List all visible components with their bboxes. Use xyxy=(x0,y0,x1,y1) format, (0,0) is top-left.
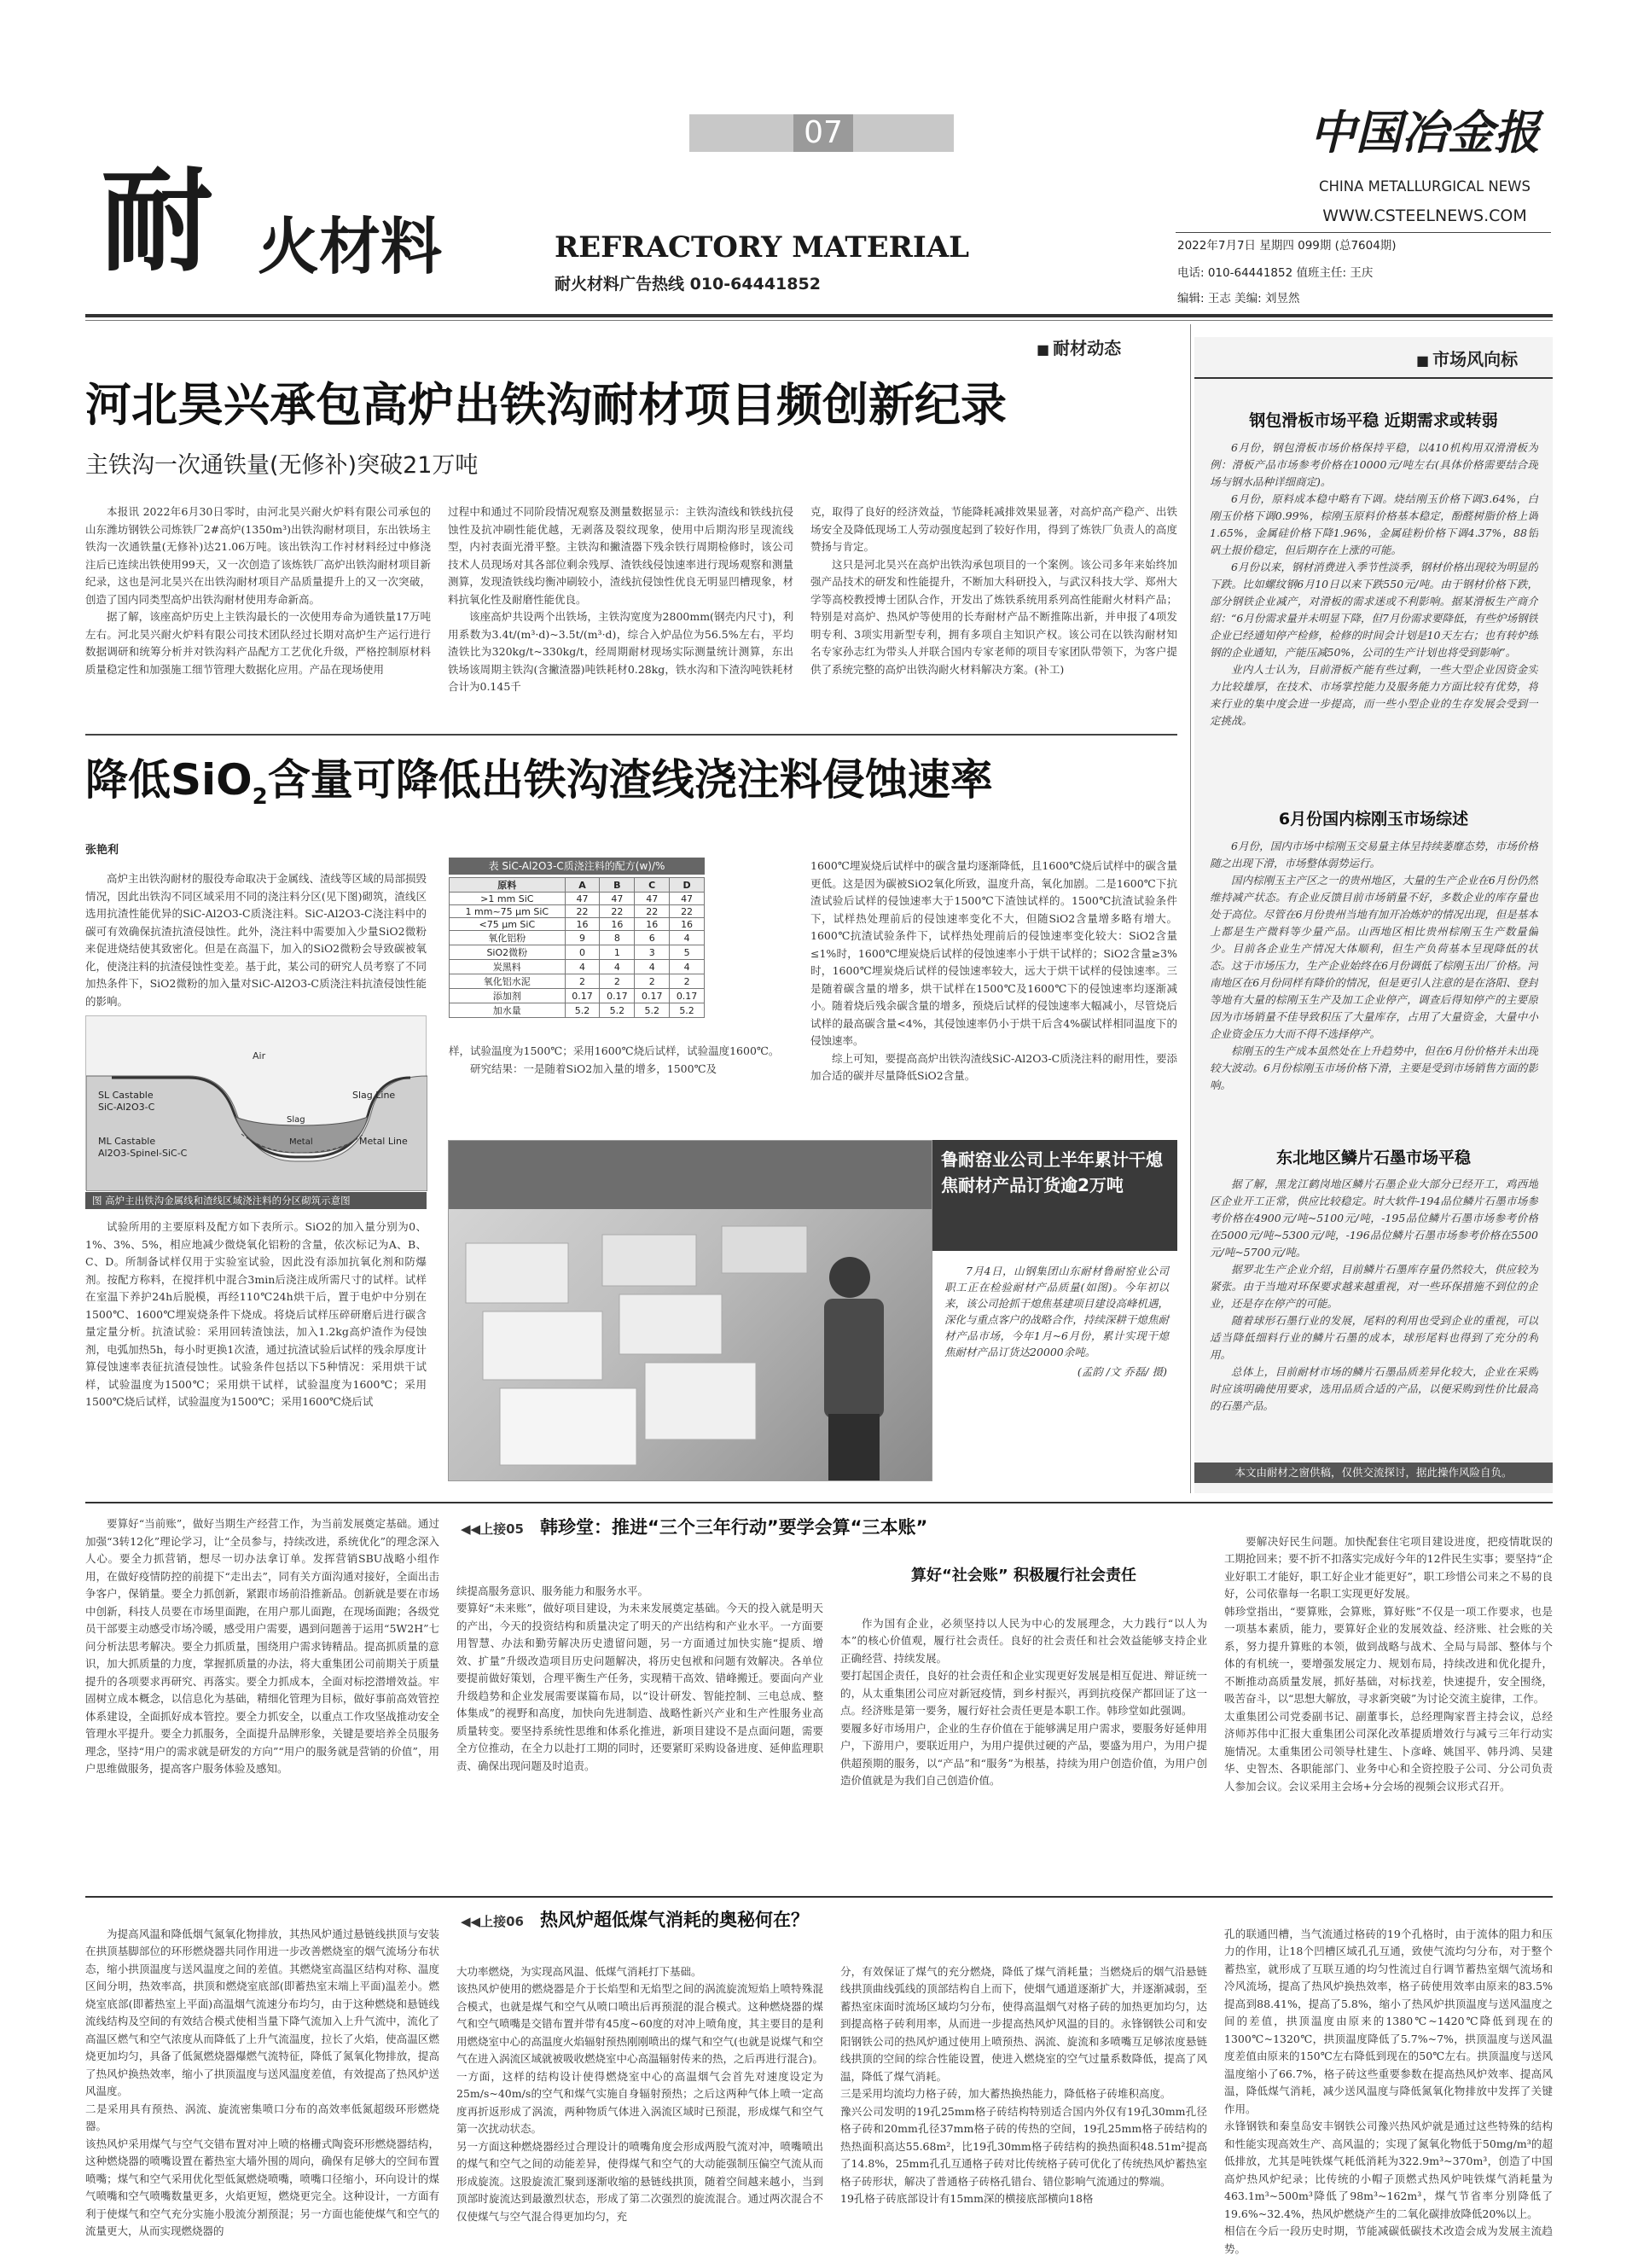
cont1-col1-text: 要算好“当前账”，做好当期生产经营工作，为当前发展奠定基础。通过加强“3转12化”理论学习，让“全员参与，持续改进，系统优化”的理念深入人心。要全力抓营销，想尽一切办法拿订单。发挥营销SBU战略小组作用，在做好疫情防控的前提下“走出去”，同有关方面沟通对接好，全面出击争客户，保销量。要全力抓创新，紧跟市场前沿推新品。创新就是要在市场中创新，科技人员要在市场里面跑，在用户那儿面跑，在现场面跑；各级党员干部要主动感受市场冷暖，感受用户需要，遇到问题善于运用“5W2H”七问分析法思考解决。要全力抓质量，围绕用户需求铸精品。提高抓质量的意识，加大抓质量的力度，掌握抓质量的办法，将大重集团公司前期关于质量提升的各项要求再研究、再落实。要全力抓成本，全面对标挖潜增效益。牢固树立成本概念，以信息化为基础，精细化管理为目标，做好事前高效管控体系建设，全面抓好成本管控。要全力抓安全，以重点工作攻坚战推动安全管理水平提升。要全力抓服务，全面提升品牌形象，关键是要培养全员服务理念，坚持“用户的需求就是研发的方向”“用户的服务就是营销的价值”，用户思维做服务，提高客户服务体验及感知。 xyxy=(85,1517,439,1775)
factory-photo-svg xyxy=(449,1141,932,1481)
recipe-value-cell: 22 xyxy=(670,905,705,918)
section-big-char: 耐 xyxy=(101,155,213,288)
recipe-value-cell: 16 xyxy=(600,918,635,931)
recipe-header-cell: 原料 xyxy=(450,878,566,893)
market-s2-paragraph: 6月份，国内市场中棕刚玉交易量主体呈持续萎靡态势，市场价格随之出现下滑，市场整体弱势运行。 xyxy=(1210,840,1538,869)
recipe-value-cell: 5.2 xyxy=(635,1003,670,1018)
runner-diagram xyxy=(85,1015,427,1190)
cont1-col-3 xyxy=(840,1597,1207,1887)
lead-paragraph: 据了解，该座高炉历史上主铁沟最长的一次使用寿命为通铁量17万吨左右。河北昊兴耐火炉料有限公司技术团队经过长期对高炉生产运行进行数据调研和统筹分析并对铁沟料产品配方工艺优化升级，严格控制原材料质量稳定性和加强施工细节管理大数据化应用。产品在现场使用 xyxy=(85,610,431,676)
recipe-header-cell: C xyxy=(635,878,670,893)
recipe-table-header-row xyxy=(450,878,705,893)
recipe-table-row xyxy=(450,931,705,945)
lower-page-rule xyxy=(85,1896,1553,1898)
diagram-label-slag: Slag xyxy=(287,1115,305,1125)
market-s3-paragraph: 据罗北生产企业介绍，目前鳞片石墨库存量仍然较大，供应较为紧张。由于当地对环保要求越来越重视，对一些环保措施不到位的企业，还是存在停产的可能。 xyxy=(1210,1263,1538,1310)
lead-paragraph: 本报讯 2022年6月30日零时，由河北昊兴耐火炉料有限公司承包的山东潍坊钢铁公司炼铁厂2#高炉(1350m³)出铁沟耐材项目，东出铁场主铁沟一次通铁量(无修补)达21.06万吨。该出铁沟工作衬材料经过中修浇注后已连续出铁使用99天，又一次创造了该炼铁厂高炉出铁沟耐材项目新纪录，这也是河北昊兴在出铁沟耐材项目产品质量提升上的又一次突破，创造了国内同类型高炉出铁沟耐材使用寿命新高。 xyxy=(85,505,431,606)
recipe-value-cell: 5 xyxy=(670,945,705,960)
paper-name-en: CHINA METALLURGICAL NEWS xyxy=(1319,178,1531,195)
cont2-col3-text: 分，有效保证了煤气的充分燃烧，降低了煤气消耗量；当燃烧后的烟气沿悬链线拱顶曲线弧线的顶部结构自上而下，使烟气通道逐渐扩大，并逐渐减弱，至蓄热室床面时流场区域均匀分布，使得高温烟气对格子砖的加热更加均匀，达到提高格子砖利用率，从而进一步提高热风炉风温的目的。永锋钢铁公司和安阳钢铁公司的热风炉通过使用上喷预热、涡流、旋流和多喷嘴互足够浓度悬链线拱顶的空间的综合性能设置，使进入燃烧室的空气过量系数降低，提高了风温，降低了煤气消耗。 三是采用均流均力格子砖，加大蓄热换热能力，降低格子砖堆积高度。 豫兴公司发明的19孔25mm格子砖结构特别适合国内外仅有19孔30mm孔径格子砖和20mm孔径37mm格子砖的传热的空间，19孔25mm格子砖结构的热热面积高达55.68m²，比19孔30mm格子砖结构的换热面积48.51m²提高了14.8%，25mm孔孔互通格子砖对比传统格子砖可优化了传统热风炉蓄热室格子砖形状，解决了普通格子砖格孔错台、错位影响气流通过的弊端。 19孔格子砖底部设计有15mm深的横接底部横向18格 xyxy=(840,1964,1207,2205)
photo-story-caption: 7月4日，山钢集团山东耐材鲁耐窑业公司职工正在检验耐材产品质量(如图)。今年初以来，该公司抢抓干熄焦基建项目建设高峰机遇，深化与重点客户的战略合作，持续深耕干熄焦耐材产品市场，今年1月~6月份，累计实现干熄焦耐材产品订货达20000余吨。 xyxy=(944,1265,1169,1358)
article2-title-part-a: 降低SiO xyxy=(85,755,253,805)
recipe-value-cell: 0.17 xyxy=(635,989,670,1003)
runner-diagram-svg xyxy=(86,1016,427,1191)
section-name-rest: 火材料 xyxy=(258,210,443,282)
market-s2-title: 6月份国内棕刚玉市场综述 xyxy=(1278,810,1469,829)
recipe-value-cell: 47 xyxy=(635,893,670,905)
sidebar-divider xyxy=(1190,324,1191,1493)
recipe-value-cell: 16 xyxy=(565,918,600,931)
recipe-value-cell: 3 xyxy=(635,945,670,960)
masthead-bottom-rule-thin xyxy=(85,320,1553,321)
lead-paragraph: 克，取得了良好的经济效益，节能降耗减排效果显著，对高炉高产稳产、出铁场安全及降低现场工人劳动强度起到了较好作用，得到了炼铁厂负责人的高度赞扬与肯定。 xyxy=(810,505,1177,553)
recipe-value-cell: 4 xyxy=(670,931,705,945)
market-s1-body xyxy=(1210,439,1538,806)
cont1-col3-title: 算好“社会账” 积极履行社会责任 xyxy=(911,1567,1136,1585)
recipe-value-cell: 47 xyxy=(600,893,635,905)
page-number: 07 xyxy=(793,114,853,152)
recipe-material-cell: 氧化铝水泥 xyxy=(450,974,566,989)
article2-title-part-b: 含量可降低出铁沟渣线浇注料侵蚀速率 xyxy=(267,755,993,805)
recipe-material-cell: 炭黑料 xyxy=(450,960,566,974)
recipe-value-cell: 0.17 xyxy=(670,989,705,1003)
cont2-col4-text: 孔的联通凹槽，当气流通过格砖的19个孔格时，由于流体的阻力和压力的作用，让18个凹槽区域孔孔互通，致使气流均匀分布，对于整个蓄热室，就形成了互联互通的均匀性流过自行调节蓄热室烟气流场和冷风流场，提高了热风炉换热效率，格子砖使用效率由原来的83.5%提高到88.41%，提高了5.8%，缩小了热风炉拱顶温度与送风温度之间的差值，拱顶温度由原来的1380℃~1420℃降低到现在的1300℃~1320℃，拱顶温度降低了5.7%~7%，拱顶温度与送风温度差值由原来的150℃左右降低到现在的50℃左右。拱顶温度与送风温度缩小了66.7%，格子砖这些重要参数在提高热风炉效率、提高风温，降低煤气消耗，减少送风温度与降低氮氧化物排放中发挥了关键作用。 永锋钢铁和秦皇岛安丰钢铁公司豫兴热风炉就是通过这些特殊的结构和性能实现高效生产、高风温的；实现了氮氧化物低于50mg/m³的超低排放，尤其是吨铁煤气耗低消耗为322.9m³~370m³，创造了中国高炉热风炉纪录；比传统的小帽子顶燃式热风炉吨铁煤气消耗量为463.1m³~500m³降低了98m³~162m³，煤气节省率分别降低了19.6%~32.4%，热风炉燃烧产生的二氧化碳排放降低20%以上。 相信在今后一段历史时期，节能减碳低碳技术改造会成为发展主流趋势。 xyxy=(1224,1927,1553,2255)
diagram-label-sl-material: SiC-Al2O3-C xyxy=(98,1102,155,1113)
article2-col-3-text xyxy=(810,858,1177,1131)
recipe-table-row xyxy=(450,893,705,905)
article2-conclusion: 综上可知，要提高高炉出铁沟渣线SiC-Al2O3-C质浇注料的耐用性，要添加合适的碳并尽量降低SiO2含量。 xyxy=(810,1051,1177,1082)
article2-col-1-text xyxy=(85,1218,427,1483)
article2-conditions-end: 样，试验温度为1500℃；采用1600℃烧后试样，试验温度1600℃。 xyxy=(449,1044,780,1057)
photo-story-box xyxy=(932,1140,1177,1481)
lead-paragraph: 这只是河北昊兴在高炉出铁沟承包项目的一个案例。该公司多年来始终加强产品技术的研发和性能提升，不断加大科研投入，与武汉科技大学、郑州大学等高校教授博士团队合作，开发出了炼铁系统用系列高性能耐火材料产品；特别是对高炉、热风炉等使用的长寿耐材产品不断推陈出新，并申报了4项发明专利、3项实用新型专利，拥有多项自主知识产权。该公司在以铁沟耐材知名专家孙志红为带头人并联合国内专家老师的项目专家团队带领下，为客户提供了系统完整的高炉出铁沟耐火材料解决方案。(补工) xyxy=(810,557,1177,676)
market-disclaimer: 本文由耐材之窗供稿，仅供交流探讨，据此操作风险自负。 xyxy=(1194,1463,1553,1483)
lead-subheadline: 主铁沟一次通铁量(无修补)突破21万吨 xyxy=(85,452,479,479)
article2-headline xyxy=(85,751,1177,826)
cont1-title: 韩珍堂：推进“三个三年行动”要学会算“三本账” xyxy=(540,1517,928,1538)
phone-info: 电话: 010-64441852 值班主任: 王庆 xyxy=(1177,266,1374,280)
article2-intro-text: 高炉主出铁沟耐材的服役寿命取决于金属线、渣线等区域的局部损毁情况，因此出铁沟不同区域采用不同的浇注料分区(见下图)砌筑，渣线区选用抗渣性能优异的SiC-Al2O3-C质浇注料。SiC-Al2O3-C浇注料中的碳可有效确保抗渣抗渣侵蚀性。此外，浇注料中需要加入少量SiO2微粉来促进烧结使其致密化。但是在高温下，加入的SiO2微粉会导致碳被氧化，使浇注料的抗渣侵蚀性变差。基于此，某公司的研究人员考察了不同加热条件下，SiO2微粉的加入量对SiC-Al2O3-C质浇注料抗渣侵蚀性能的影响。 xyxy=(85,872,427,1007)
diagram-label-slag-line: Slag Line xyxy=(352,1090,396,1101)
diagram-label-ml-castable: ML Castable xyxy=(98,1136,156,1147)
recipe-material-cell: SiO2微粉 xyxy=(450,945,566,960)
cont1-col4-text: 要解决好民生问题。加快配套住宅项目建设进度，把疫情耽误的工期抢回来；要不折不扣落实完成好今年的12件民生实事；要坚持“企业好职工才能好，职工好企业才能更好”，职工珍惜公司来之不易的良好，公司依靠每一名职工实现更好发展。 韩珍堂指出，“要算账，会算账，算好账”不仅是一项工作要求，也是一项基本素质，能力，要算好企业的发展效益、经济账、社会账的关系，努力提升算账的本领，做到战略与战术、全局与局部、整体与个体的有机统一，要增强发展定力、规划布局，持续改进和优化提升，不断推动高质量发展，抓好基础，对标找差，快速提升，安全围绕，吸苦奋斗，以“思想大解放，寻求新突破”为讨论交流主旋律，工作。 太重集团公司党委副书记、副董事长，总经理陶家晋主持会议，总经济师苏伟中汇报大重集团公司深化改革提质增效行与减亏三年行动实施情况。太重集团公司领导杜建生、卜彦峰、姚国平、韩丹鸿、吴建华、史智杰、各职能部门、业务中心和全资控股子公司、分公司负责人参加会议。会议采用主会场+分会场的视频会议形式召开。 xyxy=(1224,1534,1553,1793)
recipe-table-row xyxy=(450,945,705,960)
lead-headline: 河北昊兴承包高炉出铁沟耐材项目频创新纪录 xyxy=(85,378,1007,432)
recipe-header-cell: D xyxy=(670,878,705,893)
mid-page-rule xyxy=(85,1502,1553,1503)
cont1-col-2 xyxy=(456,1565,823,1887)
cont2-col-3 xyxy=(840,1945,1207,2258)
diagram-label-ml-material: Al2O3-Spinel-SiC-C xyxy=(98,1148,188,1159)
recipe-value-cell: 2 xyxy=(565,974,600,989)
photo-story-title: 鲁耐窑业公司上半年累计干熄焦耐材产品订货逾2万吨 xyxy=(932,1140,1177,1251)
recipe-value-cell: 0 xyxy=(565,945,600,960)
cont2-col-4 xyxy=(1224,1908,1553,2258)
article2-results-start: 研究结果：一是随着SiO2加入量的增多，1500℃及 xyxy=(470,1061,717,1075)
recipe-value-cell: 5.2 xyxy=(565,1003,600,1018)
recipe-table-block xyxy=(449,858,705,1018)
cont1-col-1 xyxy=(85,1515,439,1887)
recipe-value-cell: 4 xyxy=(565,960,600,974)
recipe-value-cell: 8 xyxy=(600,931,635,945)
recipe-value-cell: 4 xyxy=(600,960,635,974)
market-tag-rule xyxy=(1194,377,1553,379)
masthead-bottom-rule xyxy=(85,314,1553,317)
diagram-label-air: Air xyxy=(253,1050,266,1061)
recipe-value-cell: 47 xyxy=(565,893,600,905)
recipe-table-row xyxy=(450,918,705,931)
masthead-right-rule xyxy=(1176,232,1551,233)
paper-logo: 中国冶金报 xyxy=(1310,105,1540,160)
cont1-col3-text: 作为国有企业，必须坚持以人民为中心的发展理念，大力践行“以人为本”的核心价值观，履行社会责任。良好的社会责任和社会效益能够支持企业正确经营、持续发展。 要打起国企责任，良好的社会责任和企业实现更好发展是相互促进、辩证统一的，从太重集团公司应对新冠疫情，到乡村振兴，再到抗疫保产都回证了这一点。经济账是第一要务，履行好社会责任更是本职工作。韩珍堂如此强调。 要履多好市场用户，企业的生存价值在于能够满足用户需求，要服务好延伸用户，下游用户，要联近用户，为用户提供过硬的产品，要盛为用户，为用户提供超预期的服务，以“产品”和“服务”为根基，持续为用户创造价值，为用户创造价值就是为我们自己创造价值。 xyxy=(840,1616,1207,1787)
recipe-value-cell: 4 xyxy=(670,960,705,974)
diagram-label-sl-castable: SL Castable xyxy=(98,1090,154,1101)
market-s1-paragraph: 6月份以来，钢材消费进入季节性淡季，钢材价格出现较为明显的下跌。比如螺纹钢6月10日以来下跌550元/吨。由于钢材价格下跌，部分钢铁企业减产，对滑板的需求迷或不利影响。据某滑板生产商介绍：“6月份需求量并未明显下降，但7月份需求要降低，有些炉场钢铁企业已经通知停产检修，检修的时间会计划是10天左右；也有转炉练钢的企业通知，产能压减50%，公司的生产计划也将受到影响”。 xyxy=(1210,561,1538,659)
cont2-from: ◀◀上接06 xyxy=(461,1914,524,1929)
article2-intro xyxy=(85,870,427,1007)
article2-methods: 试验所用的主要原料及配方如下表所示。SiO2的加入量分别为0、1%、3%、5%，相应地减少微烧氧化铝粉的含量，依次标记为A、B、C、D。所制备试样仅用于实验室试验，因此没有添加抗氧化剂和防爆剂。按配方称料，在搅拌机中混合3min后浇注成所需尺寸的试样。试样在室温下养护24h后脱模，再经110℃24h烘干后，置于电炉中分别在1500℃、1600℃埋炭烧条件下烧成。将烧后试样压碎研磨后进行碳含量定量分析。抗渣试验：采用回转渣蚀法，加入1.2kg高炉渣作为侵蚀剂，电弧加热5h，每小时更换1次渣，通过抗渣试验后试样的残余厚度计算侵蚀速率表征抗渣侵蚀性。试验条件包括以下5种情况：采用烘干试样，试验温度为1500℃；采用烘干试样，试验温度为1600℃；采用1500℃烧后试样，试验温度为1500℃；采用1600℃烧后试 xyxy=(85,1220,427,1408)
photo-story-credit: (孟韵 /文 乔磊/ 摄) xyxy=(1077,1365,1167,1378)
recipe-material-cell: <75 μm SiC xyxy=(450,918,566,931)
ad-hotline: 耐火材料广告热线 010-64441852 xyxy=(555,275,821,294)
market-s2-paragraph: 棕刚玉的生产成本虽然处在上升趋势中，但在6月份价格并未出现较大波动。6月份棕刚玉市场价格下滑，主要是受到市场销售方面的影响。 xyxy=(1210,1044,1538,1091)
market-s3-paragraph: 总体上，目前耐材市场的鳞片石墨品质差异化较大，企业在采购时应该明确使用要求，选用品质合适的产品，以便采购到性价比最高的石墨产品。 xyxy=(1210,1365,1538,1412)
recipe-value-cell: 9 xyxy=(565,931,600,945)
market-s3-title: 东北地区鳞片石墨市场平稳 xyxy=(1275,1149,1471,1167)
recipe-value-cell: 1 xyxy=(600,945,635,960)
recipe-value-cell: 47 xyxy=(670,893,705,905)
recipe-material-cell: 加水量 xyxy=(450,1003,566,1018)
recipe-value-cell: 6 xyxy=(635,931,670,945)
cont1-from: ◀◀上接05 xyxy=(461,1521,524,1537)
recipe-value-cell: 2 xyxy=(600,974,635,989)
recipe-value-cell: 0.17 xyxy=(565,989,600,1003)
recipe-table-row xyxy=(450,1003,705,1018)
lead-bottom-rule xyxy=(85,734,1177,736)
recipe-value-cell: 4 xyxy=(635,960,670,974)
figure-caption: 图 高炉主出铁沟金属线和渣线区域浇注料的分区砌筑示意图 xyxy=(85,1192,427,1209)
diagram-label-metal: Metal xyxy=(289,1137,313,1147)
market-s3-paragraph: 随着球形石墨行业的发展，尾料的利用也受到企业的重视，可以适当降低细料行业的鳞片石墨的成本，球形尾料也得到了充分的利用。 xyxy=(1210,1314,1538,1361)
recipe-value-cell: 22 xyxy=(600,905,635,918)
cont2-col-1 xyxy=(85,1908,439,2258)
market-s3-paragraph: 据了解，黑龙江鹤岗地区鳞片石墨企业大部分已经开工，鸡西地区企业开工正常，供应比较稳定。时大软件-194品位鳞片石墨市场参考价格在4900元/吨~5100元/吨，-195品位鳞片石墨市场参考价格在5000元/吨~5300元/吨，-196品位鳞片石墨市场参考价格在5500元/吨~5700元/吨。 xyxy=(1210,1178,1538,1259)
recipe-value-cell: 5.2 xyxy=(600,1003,635,1018)
editor-info: 编辑: 王志 美编: 刘昱然 xyxy=(1177,292,1300,305)
article2-results: 1600℃埋炭烧后试样中的碳含量均逐渐降低，且1600℃烧后试样中的碳含量更低。这是因为碳被SiO2氧化所致，温度升高，氧化加剧。二是1600℃下抗渣试验后试样的侵蚀速率大于1500℃下渣蚀试样的。1500℃抗渣试验条件下，试样热处理前后的侵蚀速率变化不大，但随SiO2含量增多略有增大。1600℃抗渣试验条件下，试样热处理前后的侵蚀速率变化较大：SiO2含量≤1%时，1600℃埋炭烧后试样的侵蚀速率小于烘干试样的；SiO2含量≥3%时，1600℃埋炭烧后试样的侵蚀速率较大，远大于烘干试样的侵蚀速率。三是随着碳含量的增多，烘干试样在1500℃及1600℃下的侵蚀速率均逐渐减小。随着烧后残余碳含量的增多，预烧后试样的侵蚀速率大幅减小，尽管烧后试样的最高碳含量<4%，其侵蚀速率仍小于烘干后含4%碳试样相同温度下的侵蚀速率。 xyxy=(810,859,1177,1047)
recipe-material-cell: 1 mm~75 μm SiC xyxy=(450,905,566,918)
article2-author: 张艳利 xyxy=(85,844,119,857)
recipe-value-cell: 22 xyxy=(565,905,600,918)
recipe-value-cell: 16 xyxy=(670,918,705,931)
market-s1-paragraph: 6月份，原料成本稳中略有下调。烧结刚玉价格下调3.64%，白刚玉价格下调0.99%，棕刚玉原料价格基本稳定，酚醛树脂价格上调1.65%，金属硅价格下降1.96%，金属硅粉价格下调4.37%，88铝矾土报价稳定，但后期存在上涨的可能。 xyxy=(1210,492,1538,556)
recipe-material-cell: 添加剂 xyxy=(450,989,566,1003)
issue-info: 2022年7月7日 星期四 099期 (总7604期) xyxy=(1177,239,1397,253)
recipe-table-row xyxy=(450,905,705,918)
article2-title-sub: 2 xyxy=(252,784,268,810)
cont1-col2-text: 续提高服务意识、服务能力和服务水平。 要算好“未来账”，做好项目建设，为未来发展奠定基础。今天的投入就是明天的产出，今天的投资结构和质量决定了明天的产出结构和产业水平。一方面要用智慧、办法和勤劳解决历史遗留问题，另一方面通过加快实施“提质、增效、扩量”升级改造项目历史问题解决，将历史包袱和问题有效解决。各单位要提前做好策划，合理平衡生产任务，实现精干高效、错峰搬迁。要面向产业升级趋势和企业发展需要谋篇布局，以“设计研发、智能控制、三电总成、整体集成”的视野和高度，加快向先进制造、战略性新兴产业和生产性服务业高质量转变。要坚持系统性思维和体系化推进，新项目建设不是点面问题，需要全方位推动，在全力以赴打工期的同时，还要紧盯采购设备进度、延伸监理职责、确保出现问题及时追责。 xyxy=(456,1584,823,1772)
cont2-col2-text: 大功率燃烧，为实现高风温、低煤气消耗打下基础。 该热风炉使用的燃烧器是介于长焰型和无焰型之间的涡流旋流短焰上喷特殊混合模式，也就是煤气和空气从喷口喷出后再预混的混合模式。这种燃烧器的煤气和空气喷嘴是交错布置并带有45度~60度的对冲上喷角度，其主要目的是利用燃烧室中心的高温度火焰辐射预热刚刚喷出的煤气和空气(也就是说煤气和空气在进入涡流区域就被吸收燃烧室中心高温辐射传来的热，之后再进行混合)。 一方面，这样的结构设计使得燃烧室中心的高温烟气会首先对速度设定为25m/s~40m/s的空气和煤气实施自身辐射预热；之后这两种气体上喷一定高度再折返形成了涡流，两种物质气体进入涡流区域时已预混，形成煤气和空气第一次扰动状态。 另一方面这种燃烧器经过合理设计的喷嘴角度会形成两股气流对冲，喷嘴喷出的煤气和空气之间的动能差异，使得煤气和空气的大动能强制压偏空气流从而形成旋流。这股旋流汇聚到逐渐收缩的悬链线拱顶，随着空间越来越小，当到顶部时旋流达到最激烈状态，形成了第二次强烈的旋流混合。通过两次混合不仅使煤气与空气混合得更加均匀，充 xyxy=(456,1964,823,2223)
recipe-value-cell: 2 xyxy=(670,974,705,989)
recipe-header-cell: A xyxy=(565,878,600,893)
cont2-title: 热风炉超低煤气消耗的奥秘何在？ xyxy=(540,1910,810,1930)
recipe-value-cell: 22 xyxy=(635,905,670,918)
lead-paragraph: 过程中和通过不同阶段情况观察及测量数据显示：主铁沟渣线和铁线抗侵蚀性及抗冲刷性能优越，无剥落及裂纹现象，使用中后期沟形呈现流线型，内衬表面光滑平整。主铁沟和撇渣器下残余铁行周期检修时，该公司技术人员现场对其各部位剩余残厚、渣铁线侵蚀速率进行现场观察和测量测算，发现渣铁线均衡冲刷较小，渣线抗侵蚀性优良无明显凹槽现象，材料抗氧化性及耐磨性能优良。 xyxy=(448,505,793,606)
factory-photo xyxy=(448,1140,932,1481)
recipe-material-cell: >1 mm SiC xyxy=(450,893,566,905)
recipe-table-row xyxy=(450,974,705,989)
cont2-header xyxy=(461,1903,1211,1937)
diagram-label-metal-line: Metal Line xyxy=(359,1136,408,1147)
market-s1-paragraph: 6月份，钢包滑板市场价格保持平稳，以410机构用双滑滑板为例：滑板产品市场参考价格在10000元/吨左右(具体价格需要结合现场与钢水品种详细商定)。 xyxy=(1210,441,1538,488)
cont2-col1-text: 为提高风温和降低烟气氮氧化物排放，其热风炉通过悬链线拱顶与安装在拱顶基脚部位的环形燃烧器共同作用进一步改善燃烧室的烟气流场分布状态，缩小拱顶温度与送风温度之间的差值。其燃烧室高温区结构对称、温度区间分明，热效率高，拱顶和燃烧室底部(即蓄热室末端上平面)温差小。燃烧室底部(即蓄热室上平面)高温烟气流速分布均匀，由于这种燃烧和悬链线流线结构及空间的有效结合模式使相当量下降气流加入上升气流中，流化了高温区燃气和空气浓度从而降低了上升气流温度，拉长了火焰，使高温区燃烧更加均匀，具备了低氮燃烧器爆燃气流特征，降低了氮氧化物排放，提高了热风炉换热效率，缩小了拱顶温度与送风温度差值，有效提高了热风炉送风温度。 二是采用具有预热、涡流、旋流密集喷口分布的高效率低氮超级环形燃烧器。 该热风炉采用煤气与空气交错布置对冲上喷的格栅式陶瓷环形燃烧器结构，这种燃烧器的喷嘴设置在蓄热室大墙外围的周向，确保有足够大的空间布置喷嘴；煤气和空气采用优化型低氮燃烧喷嘴，喷嘴口径缩小，环向设计的煤气喷嘴和空气喷嘴数量更多，火焰更短，燃烧更完全。这种设计，一方面有利于使煤气和空气充分实施小股流分割预混；另一方面也能使煤气和空气的流量更大，从而实现燃烧器的 xyxy=(85,1927,439,2237)
recipe-table xyxy=(449,877,705,1018)
website: WWW.CSTEELNEWS.COM xyxy=(1322,206,1527,225)
cont1-col-4 xyxy=(1224,1515,1553,1887)
section-name-en: REFRACTORY MATERIAL xyxy=(555,230,970,265)
recipe-value-cell: 5.2 xyxy=(670,1003,705,1018)
market-s1-paragraph: 业内人士认为，目前滑板产能有些过剩，一些大型企业因资金实力比较雄厚，在技术、市场掌控能力及服务能力方面比较有优势，将来行业的集中度会进一步提高，而一些小型企业的生存发展会受到一定挑战。 xyxy=(1210,663,1538,727)
lead-paragraph: 该座高炉共设两个出铁场，主铁沟宽度为2800mm(钢壳内尺寸)，利用系数为3.4t/(m³·d)~3.5t/(m³·d)，综合入炉品位为56.5%左右，平均渣铁比为320kg/t~330kg/t，经周期耐材现场实际测量统计测算，东出铁场该周期主铁沟(含撇渣器)吨铁耗材0.28kg，铁水沟和下渣沟吨铁耗材合计为0.145千 xyxy=(448,610,793,693)
cont1-header xyxy=(461,1510,1211,1544)
recipe-table-title: 表 SiC-Al2O3-C质浇注料的配方(w)/% xyxy=(449,858,705,875)
market-tag: ■ 市场风向标 xyxy=(1416,346,1518,370)
lead-section-tag: ■ 耐材动态 xyxy=(1037,334,1121,359)
market-s2-body xyxy=(1210,838,1538,1143)
market-s1-title: 钢包滑板市场平稳 近期需求或转弱 xyxy=(1249,411,1498,430)
recipe-table-row xyxy=(450,989,705,1003)
recipe-header-cell: B xyxy=(600,878,635,893)
recipe-value-cell: 2 xyxy=(635,974,670,989)
cont2-col-2 xyxy=(456,1945,823,2258)
recipe-value-cell: 16 xyxy=(635,918,670,931)
recipe-material-cell: 氧化铝粉 xyxy=(450,931,566,945)
recipe-table-row xyxy=(450,960,705,974)
article2-col-2-text xyxy=(449,1043,794,1145)
market-s3-body xyxy=(1210,1176,1538,1454)
market-s2-paragraph: 国内棕刚玉主产区之一的贵州地区，大量的生产企业在6月份仍然维持减产状态。有企业反馈目前市场销量不好，多数企业的库存量也处于高位。尽管在6月份贵州当地有加开冶炼炉的情况出现，但是基本上都是生产微料等少量产品。山西地区相比贵州棕刚玉生产数量偏少。目前各企业生产情况大体顺利，但生产负荷基本呈现降低的状态。这于市场压力，生产企业始终在6月份调低了棕刚玉出厂价格。河南地区在6月份同样有降价的情况，但是更引人注意的是在洛阳、登封等地有大量的棕刚玉生产及加工企业停产，调查后得知停产的主要原因为市场销量不佳导致积压了大量库存，占用了大量资金，大量中小企业资金压力大而不得不选择停产。 xyxy=(1210,874,1538,1040)
recipe-value-cell: 0.17 xyxy=(600,989,635,1003)
